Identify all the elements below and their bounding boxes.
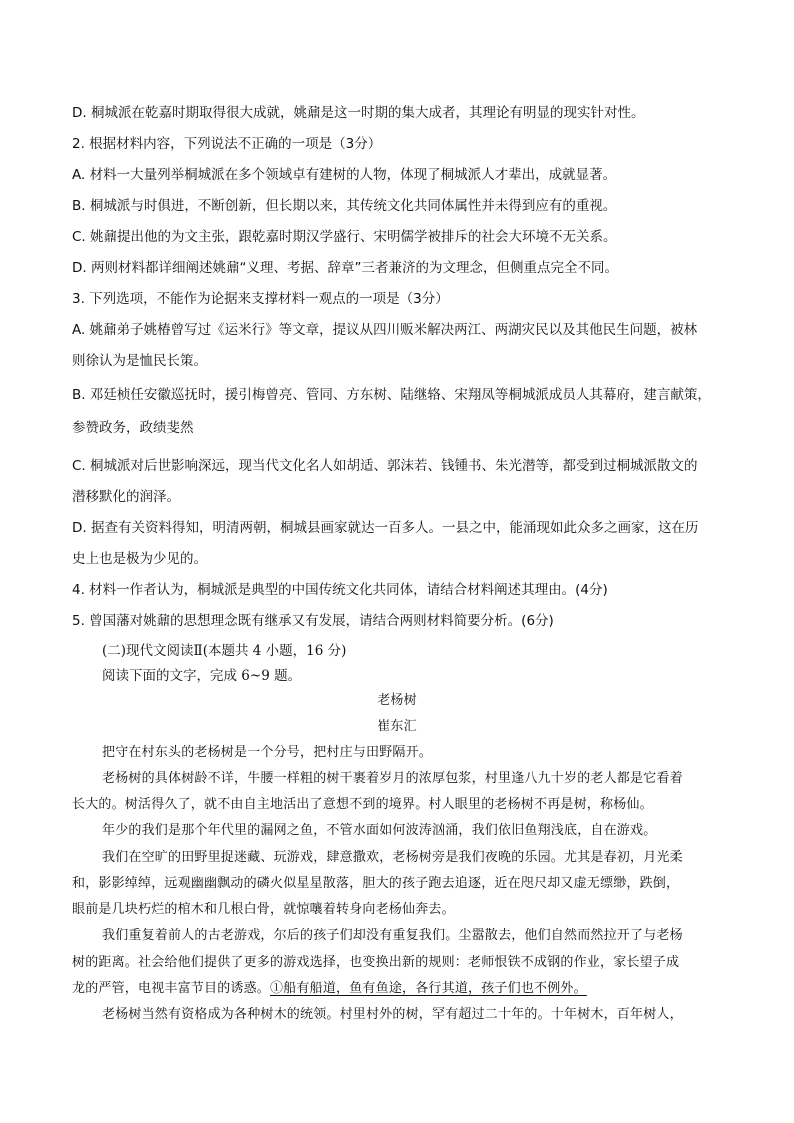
article-title: 老杨树 [377, 693, 417, 708]
question-2-option-d: D. 两则材料都详细阐述姚鼐“义理、考据、辞章”三者兼济的为文理念，但侧重点完全不同。 [72, 260, 618, 276]
question-3-option-c-cont: 潜移默化的润泽。 [72, 489, 180, 505]
question-1-option-d: D. 桐城派在乾嘉时期取得很大成就，姚鼐是这一时期的集大成者，其理论有明显的现实针对性。 [72, 105, 645, 121]
section-heading: (二)现代文阅读Ⅱ(本题共 4 小题，16 分) [102, 643, 347, 659]
article-paragraph-5-text: 龙的严管，电视丰富节目的诱惑。 [72, 981, 271, 996]
question-3-option-b: B. 邓廷桢任安徽巡抚时，援引梅曾亮、管同、方东树、陆继辂、宋翔凤等桐城派成员人其幕府，建言献策， [72, 387, 711, 403]
question-3-option-d-cont: 史上也是极为少见的。 [72, 551, 207, 567]
question-4: 4. 材料一作者认为，桐城派是典型的中国传统文化共同体，请结合材料阐述其理由。(4分) [72, 582, 608, 598]
question-5: 5. 曾国藩对姚鼐的思想理念既有继承又有发展，请结合两则材料简要分析。(6分) [72, 613, 554, 629]
article-author: 崔东汇 [377, 719, 417, 734]
article-paragraph-4-cont-2: 眼前是几块朽烂的棺木和几根白骨，就惊嚷着转身向老杨仙奔去。 [72, 902, 455, 917]
question-3-option-a-cont: 则徐认为是恤民长策。 [72, 353, 207, 369]
question-2-option-c: C. 姚鼐提出他的为文主张，跟乾嘉时期汉学盛行、宋明儒学被排斥的社会大环境不无关系。 [72, 229, 617, 245]
article-paragraph-6: 老杨树当然有资格成为各种树木的统领。村里村外的树，罕有超过二十年的。十年树木，百年树人， [102, 1007, 683, 1022]
question-2-option-a: A. 材料一大量列举桐城派在多个领域卓有建树的人物，体现了桐城派人才辈出，成就显著。 [72, 167, 617, 183]
article-paragraph-4-cont-1: 和，影影绰绰，远观幽幽飘动的磷火似星星散落，胆大的孩子跑去追逐，近在咫尺却又虚无缥缈，跌倒， [72, 876, 680, 891]
question-3-option-b-cont: 参赞政务，政绩斐然 [72, 420, 194, 436]
article-paragraph-5-cont-2 [72, 980, 727, 998]
article-paragraph-5-cont-1: 树的距离。社会给他们提供了更多的游戏选择，也变换出新的规则：老师恨铁不成钢的作业，家长望子成 [72, 955, 680, 970]
article-paragraph-1: 把守在村东头的老杨树是一个分号，把村庄与田野隔开。 [102, 745, 433, 760]
question-3-option-c: C. 桐城派对后世影响深远，现当代文化名人如胡适、郭沫若、钱锺书、朱光潜等，都受到过桐城派散文的 [72, 458, 698, 474]
article-paragraph-3: 年少的我们是那个年代里的漏网之鱼，不管水面如何波涛汹涌，我们依旧鱼翔浅底，自在游戏。 [102, 823, 657, 838]
question-3-option-a: A. 姚鼐弟子姚椿曾写过《运米行》等文章，提议从四川贩米解决两江、两湖灾民以及其他民生问题，被林 [72, 322, 698, 338]
article-paragraph-4: 我们在空旷的田野里捉迷藏、玩游戏，肆意撒欢，老杨树旁是我们夜晚的乐园。尤其是春初，月光柔 [102, 850, 683, 865]
article-paragraph-5: 我们重复着前人的古老游戏，尔后的孩子们却没有重复我们。尘嚣散去，他们自然而然拉开了与老杨 [102, 928, 683, 943]
question-2-stem: 2. 根据材料内容，下列说法不正确的一项是（3分） [72, 136, 382, 152]
question-3-option-d: D. 据查有关资料得知，明清两朝，桐城县画家就达一百多人。一县之中，能涌现如此众多之画家，这在历 [72, 520, 699, 536]
question-2-option-b: B. 桐城派与时俱进，不断创新，但长期以来，其传统文化共同体属性并未得到应有的重视。 [72, 198, 617, 214]
article-paragraph-2-cont: 长大的。树活得久了，就不由自主地活出了意想不到的境界。村人眼里的老杨树不再是树，称杨仙。 [72, 797, 653, 812]
question-3-stem: 3. 下列选项，不能作为论据来支撑材料一观点的一项是（3分） [72, 291, 449, 307]
underlined-sentence-1: ①船有船道，鱼有鱼途，各行其道，孩子们也不例外。 [270, 981, 587, 996]
section-instruction: 阅读下面的文字，完成 6~9 题。 [102, 668, 302, 684]
article-paragraph-2: 老杨树的具体树龄不详，牛腰一样粗的树干裹着岁月的浓厚包浆，村里逢八九十岁的老人都是它看着 [102, 771, 683, 786]
